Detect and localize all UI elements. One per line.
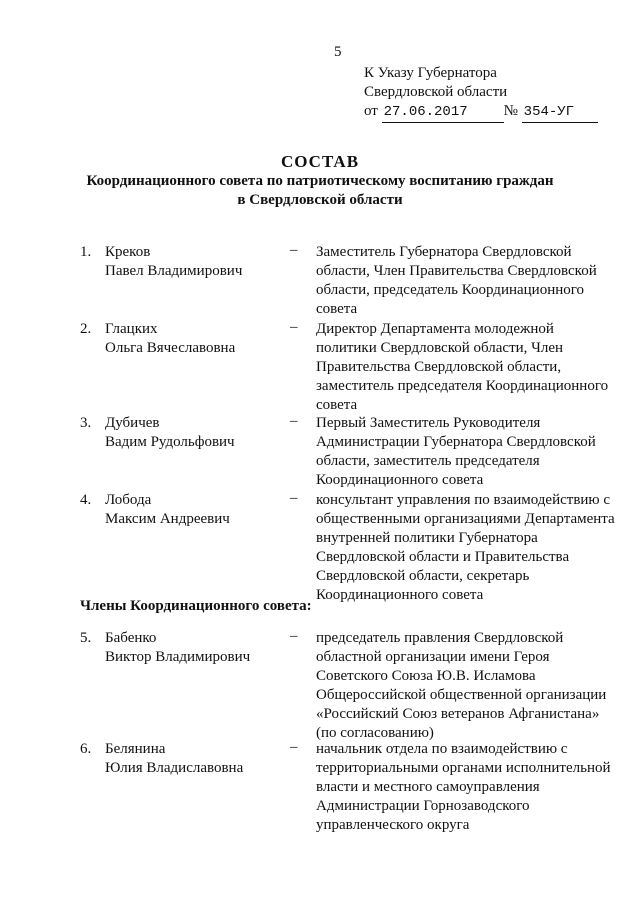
number-prefix: №: [503, 103, 518, 119]
item-number: 6.: [80, 741, 92, 757]
dash-separator: –: [290, 628, 298, 644]
person-role: начальник отдела по взаимодействию с территориальными органами исполнительной власти и местного самоуправления Администрации Горнозаводского управленческого округа: [316, 741, 611, 833]
decree-date: 27.06.2017: [382, 103, 504, 123]
date-prefix: от: [364, 103, 378, 119]
decree-number: 354-УГ: [522, 103, 598, 123]
person-name: [105, 740, 275, 778]
given-names: Юлия Владиславовна: [105, 760, 244, 776]
document-subtitle: [0, 172, 640, 210]
surname: Лобода: [105, 492, 152, 508]
person-name: [105, 629, 275, 667]
given-names: Павел Владимирович: [105, 263, 243, 279]
given-names: Ольга Вячеславовна: [105, 340, 236, 356]
dash-separator: –: [290, 739, 298, 755]
given-names: Вадим Рудольфович: [105, 434, 235, 450]
person-name: [105, 491, 275, 529]
decree-reference: [364, 64, 598, 123]
surname: Бабенко: [105, 630, 157, 646]
item-number: 1.: [80, 244, 92, 260]
item-number: 2.: [80, 321, 92, 337]
item-number: 4.: [80, 492, 92, 508]
item-number: 3.: [80, 415, 92, 431]
surname: Глацких: [105, 321, 158, 337]
person-role: Директор Департамента молодежной политики Свердловской области, Член Правительства Свердловской области, заместитель председателя Координационного совета: [316, 321, 609, 413]
person-name: [105, 414, 275, 452]
members-heading: Члены Координационного совета:: [80, 598, 312, 614]
surname: Креков: [105, 244, 151, 260]
dash-separator: –: [290, 242, 298, 258]
surname: Дубичев: [105, 415, 160, 431]
reference-line-2: Свердловской области: [364, 84, 508, 100]
dash-separator: –: [290, 490, 298, 506]
given-names: Максим Андреевич: [105, 511, 230, 527]
person-role: Заместитель Губернатора Свердловской области, Член Правительства Свердловской области, председатель Координационного совета: [316, 244, 597, 317]
given-names: Виктор Владимирович: [105, 649, 251, 665]
person-role: Первый Заместитель Руководителя Администрации Губернатора Свердловской области, заместитель председателя Координационного совета: [316, 415, 596, 488]
person-role: консультант управления по взаимодействию с общественными организациями Департамента внутренней политики Губернатора Свердловской области и Правительства Свердловской области, секретарь Координационного совета: [316, 492, 615, 603]
surname: Белянина: [105, 741, 166, 757]
person-name: [105, 320, 275, 358]
subtitle-line-2: в Свердловской области: [237, 192, 403, 208]
reference-line-1: К Указу Губернатора: [364, 65, 497, 81]
page-number: 5: [334, 44, 342, 60]
subtitle-line-1: Координационного совета по патриотическому воспитанию граждан: [86, 173, 554, 189]
person-role: председатель правления Свердловской областной организации имени Героя Советского Союза Ю.В. Исламова Общероссийской общественной организации «Российский Союз ветеранов Афганистана» (по согласованию): [316, 630, 607, 741]
document-title: СОСТАВ: [280, 152, 360, 171]
dash-separator: –: [290, 319, 298, 335]
person-name: [105, 243, 275, 281]
reference-date-line: [364, 102, 598, 123]
item-number: 5.: [80, 630, 92, 646]
dash-separator: –: [290, 413, 298, 429]
